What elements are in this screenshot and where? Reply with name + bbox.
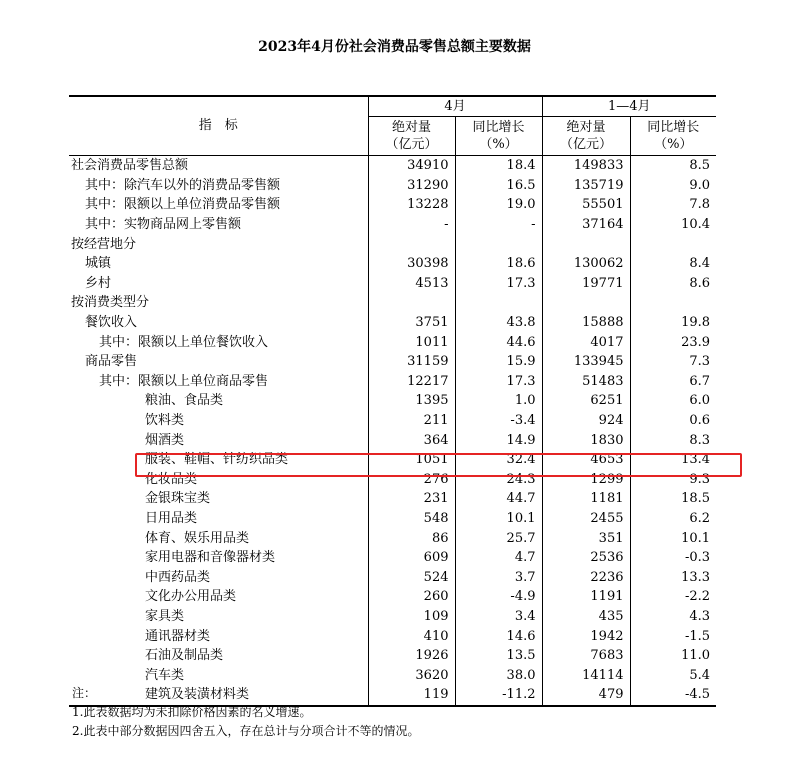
table-row bbox=[69, 391, 716, 411]
row-label: 家具类 bbox=[145, 608, 185, 624]
cell-ytd-abs: 2536 bbox=[542, 548, 630, 568]
cell-ytd-yoy: 6.7 bbox=[630, 372, 716, 392]
cell-april-yoy bbox=[455, 234, 542, 254]
cell-april-abs: 34910 bbox=[368, 156, 455, 176]
row-label: 粮油、食品类 bbox=[145, 393, 224, 409]
cell-ytd-abs: 351 bbox=[542, 528, 630, 548]
row-label: 金银珠宝类 bbox=[145, 491, 211, 507]
table-row bbox=[69, 313, 716, 333]
cell-april-abs: - bbox=[368, 215, 455, 235]
highlight-box bbox=[135, 453, 742, 477]
row-label: 体育、娱乐用品类 bbox=[145, 530, 250, 546]
notes-label: 注： bbox=[72, 686, 97, 700]
row-label: 按消费类型分 bbox=[71, 295, 150, 311]
cell-ytd-abs: 1181 bbox=[542, 489, 630, 509]
cell-april-yoy: 19.0 bbox=[455, 195, 542, 215]
cell-ytd-yoy: -1.5 bbox=[630, 626, 716, 646]
cell-ytd-abs: 149833 bbox=[542, 156, 630, 176]
cell-april-abs: 1926 bbox=[368, 646, 455, 666]
cell-ytd-abs bbox=[542, 234, 630, 254]
header-yoy-label: 同比增长 bbox=[472, 120, 525, 135]
row-label: 中西药品类 bbox=[145, 569, 211, 585]
cell-april-yoy: 14.6 bbox=[455, 626, 542, 646]
cell-ytd-yoy: 11.0 bbox=[630, 646, 716, 666]
cell-ytd-yoy: 0.6 bbox=[630, 411, 716, 431]
table-row bbox=[69, 254, 716, 274]
header-yoy-2 bbox=[630, 117, 716, 156]
cell-april-abs: 109 bbox=[368, 607, 455, 627]
cell-ytd-yoy: 6.2 bbox=[630, 509, 716, 529]
header-yoy-unit: （%） bbox=[654, 137, 693, 152]
cell-ytd-abs: 4653 bbox=[542, 450, 630, 470]
cell-ytd-yoy: 8.5 bbox=[630, 156, 716, 176]
cell-ytd-abs bbox=[542, 293, 630, 313]
row-label: 社会消费品零售总额 bbox=[71, 158, 189, 174]
cell-ytd-abs: 2455 bbox=[542, 509, 630, 529]
cell-april-yoy: 15.9 bbox=[455, 352, 542, 372]
cell-april-abs: 548 bbox=[368, 509, 455, 529]
table-row bbox=[69, 293, 716, 313]
cell-april-yoy: 18.4 bbox=[455, 156, 542, 176]
cell-april-yoy: 25.7 bbox=[455, 528, 542, 548]
cell-ytd-yoy: 8.3 bbox=[630, 430, 716, 450]
cell-april-yoy: 14.9 bbox=[455, 430, 542, 450]
note-item: 1.此表数据均为未扣除价格因素的名义增速。 bbox=[72, 705, 312, 719]
cell-april-abs: 30398 bbox=[368, 254, 455, 274]
cell-april-abs: 276 bbox=[368, 470, 455, 490]
cell-ytd-yoy: 10.4 bbox=[630, 215, 716, 235]
cell-ytd-yoy: 9.3 bbox=[630, 470, 716, 490]
cell-april-abs: 211 bbox=[368, 411, 455, 431]
row-label: 按经营地分 bbox=[71, 236, 137, 252]
cell-april-abs: 1011 bbox=[368, 332, 455, 352]
row-label: 化妆品类 bbox=[145, 471, 198, 487]
cell-april-yoy: 17.3 bbox=[455, 274, 542, 294]
cell-ytd-abs: 7683 bbox=[542, 646, 630, 666]
cell-april-yoy: 24.3 bbox=[455, 470, 542, 490]
cell-april-yoy: 44.7 bbox=[455, 489, 542, 509]
page-title: 2023年4月份社会消费品零售总额主要数据 bbox=[258, 39, 531, 55]
table-row bbox=[69, 607, 716, 627]
header-abs-unit: （亿元） bbox=[559, 137, 612, 152]
cell-april-abs: 364 bbox=[368, 430, 455, 450]
row-label: 通讯器材类 bbox=[145, 628, 211, 644]
cell-april-yoy: 3.7 bbox=[455, 567, 542, 587]
header-yoy-unit: （%） bbox=[479, 137, 518, 152]
cell-ytd-yoy: 8.6 bbox=[630, 274, 716, 294]
cell-ytd-abs: 15888 bbox=[542, 313, 630, 333]
cell-ytd-abs: 1942 bbox=[542, 626, 630, 646]
cell-ytd-yoy: 6.0 bbox=[630, 391, 716, 411]
cell-ytd-yoy bbox=[630, 234, 716, 254]
cell-april-abs: 31290 bbox=[368, 176, 455, 196]
cell-april-abs: 410 bbox=[368, 626, 455, 646]
cell-april-abs: 12217 bbox=[368, 372, 455, 392]
cell-april-yoy: 32.4 bbox=[455, 450, 542, 470]
cell-ytd-abs: 55501 bbox=[542, 195, 630, 215]
table-row bbox=[69, 411, 716, 431]
cell-ytd-abs: 1299 bbox=[542, 470, 630, 490]
row-label: 日用品类 bbox=[145, 510, 198, 526]
cell-april-abs: 1051 bbox=[368, 450, 455, 470]
row-label: 餐饮收入 bbox=[85, 315, 138, 331]
cell-april-abs: 609 bbox=[368, 548, 455, 568]
cell-april-yoy: 1.0 bbox=[455, 391, 542, 411]
table-row bbox=[69, 215, 716, 235]
cell-april-abs: 231 bbox=[368, 489, 455, 509]
header-abs-2 bbox=[542, 117, 630, 156]
cell-ytd-yoy: 19.8 bbox=[630, 313, 716, 333]
table-row bbox=[69, 352, 716, 372]
note-item: 2.此表中部分数据因四舍五入，存在总计与分项合计不等的情况。 bbox=[72, 724, 420, 738]
row-label: 乡村 bbox=[85, 275, 112, 291]
cell-april-abs: 31159 bbox=[368, 352, 455, 372]
cell-ytd-abs: 924 bbox=[542, 411, 630, 431]
cell-ytd-yoy: -2.2 bbox=[630, 587, 716, 607]
row-label: 城镇 bbox=[85, 256, 112, 272]
header-indicator: 指 标 bbox=[69, 96, 368, 156]
table-row bbox=[69, 332, 716, 352]
cell-ytd-yoy: 9.0 bbox=[630, 176, 716, 196]
cell-ytd-yoy: 13.4 bbox=[630, 450, 716, 470]
row-label: 文化办公用品类 bbox=[145, 589, 237, 605]
cell-april-yoy: 3.4 bbox=[455, 607, 542, 627]
cell-april-abs: 13228 bbox=[368, 195, 455, 215]
cell-ytd-yoy: 18.5 bbox=[630, 489, 716, 509]
cell-april-abs bbox=[368, 293, 455, 313]
cell-ytd-abs: 479 bbox=[542, 685, 630, 706]
cell-april-yoy: 4.7 bbox=[455, 548, 542, 568]
cell-april-abs bbox=[368, 234, 455, 254]
cell-april-abs: 260 bbox=[368, 587, 455, 607]
header-april: 4月 bbox=[368, 96, 542, 117]
cell-april-abs: 3620 bbox=[368, 665, 455, 685]
header-jan-apr: 1—4月 bbox=[542, 96, 716, 117]
cell-april-abs: 86 bbox=[368, 528, 455, 548]
cell-ytd-abs: 4017 bbox=[542, 332, 630, 352]
cell-april-yoy: 38.0 bbox=[455, 665, 542, 685]
table-row bbox=[69, 509, 716, 529]
header-abs-label: 绝对量 bbox=[391, 120, 431, 135]
table-row bbox=[69, 528, 716, 548]
cell-ytd-abs: 130062 bbox=[542, 254, 630, 274]
cell-april-abs: 3751 bbox=[368, 313, 455, 333]
notes bbox=[72, 684, 419, 741]
row-label: 石油及制品类 bbox=[145, 648, 224, 664]
cell-ytd-yoy: 7.8 bbox=[630, 195, 716, 215]
header-yoy-1 bbox=[455, 117, 542, 156]
cell-ytd-abs: 133945 bbox=[542, 352, 630, 372]
cell-april-abs: 4513 bbox=[368, 274, 455, 294]
row-label: 其中：限额以上单位消费品零售额 bbox=[85, 197, 281, 213]
cell-ytd-yoy bbox=[630, 293, 716, 313]
cell-ytd-yoy: 8.4 bbox=[630, 254, 716, 274]
cell-ytd-yoy: -4.5 bbox=[630, 685, 716, 706]
cell-ytd-yoy: 10.1 bbox=[630, 528, 716, 548]
cell-april-yoy: 43.8 bbox=[455, 313, 542, 333]
cell-april-yoy: - bbox=[455, 215, 542, 235]
cell-ytd-abs: 19771 bbox=[542, 274, 630, 294]
row-label: 其中：限额以上单位商品零售 bbox=[99, 373, 269, 389]
cell-ytd-abs: 1191 bbox=[542, 587, 630, 607]
retail-sales-table bbox=[69, 95, 716, 707]
cell-april-yoy: 13.5 bbox=[455, 646, 542, 666]
table-row bbox=[69, 372, 716, 392]
cell-ytd-abs: 2236 bbox=[542, 567, 630, 587]
cell-ytd-abs: 51483 bbox=[542, 372, 630, 392]
cell-ytd-yoy: 23.9 bbox=[630, 332, 716, 352]
header-abs-unit: （亿元） bbox=[385, 137, 438, 152]
header-abs-1 bbox=[368, 117, 455, 156]
row-label: 饮料类 bbox=[145, 413, 185, 429]
cell-april-yoy: -3.4 bbox=[455, 411, 542, 431]
cell-ytd-abs: 135719 bbox=[542, 176, 630, 196]
cell-ytd-yoy: 4.3 bbox=[630, 607, 716, 627]
table-row bbox=[69, 646, 716, 666]
table-row bbox=[69, 489, 716, 509]
row-label: 其中：实物商品网上零售额 bbox=[85, 217, 242, 233]
cell-april-yoy: 16.5 bbox=[455, 176, 542, 196]
row-label: 汽车类 bbox=[145, 667, 185, 683]
cell-april-yoy: 18.6 bbox=[455, 254, 542, 274]
cell-april-yoy bbox=[455, 293, 542, 313]
cell-ytd-abs: 14114 bbox=[542, 665, 630, 685]
row-label: 其中：除汽车以外的消费品零售额 bbox=[85, 177, 281, 193]
table-row bbox=[69, 665, 716, 685]
cell-april-yoy: 10.1 bbox=[455, 509, 542, 529]
cell-april-yoy: -4.9 bbox=[455, 587, 542, 607]
table-row bbox=[69, 430, 716, 450]
table-row bbox=[69, 548, 716, 568]
cell-ytd-yoy: -0.3 bbox=[630, 548, 716, 568]
cell-april-abs: 119 bbox=[368, 685, 455, 706]
cell-ytd-yoy: 7.3 bbox=[630, 352, 716, 372]
row-label: 商品零售 bbox=[85, 354, 138, 370]
row-label: 建筑及装潢材料类 bbox=[69, 685, 368, 706]
row-label: 服装、鞋帽、针纺织品类 bbox=[145, 452, 289, 468]
cell-april-abs: 524 bbox=[368, 567, 455, 587]
cell-ytd-abs: 6251 bbox=[542, 391, 630, 411]
table-row bbox=[69, 274, 716, 294]
header-yoy-label: 同比增长 bbox=[647, 120, 700, 135]
table-row bbox=[69, 156, 716, 176]
table-row bbox=[69, 626, 716, 646]
cell-april-yoy: 17.3 bbox=[455, 372, 542, 392]
row-label: 其中：限额以上单位餐饮收入 bbox=[99, 334, 269, 350]
cell-ytd-abs: 435 bbox=[542, 607, 630, 627]
table-row bbox=[69, 567, 716, 587]
cell-ytd-abs: 37164 bbox=[542, 215, 630, 235]
table-row bbox=[69, 195, 716, 215]
cell-april-yoy: -11.2 bbox=[455, 685, 542, 706]
table-row bbox=[69, 234, 716, 254]
table-row bbox=[69, 587, 716, 607]
cell-april-abs: 1395 bbox=[368, 391, 455, 411]
cell-ytd-yoy: 5.4 bbox=[630, 665, 716, 685]
cell-april-yoy: 44.6 bbox=[455, 332, 542, 352]
table-row bbox=[69, 176, 716, 196]
cell-ytd-abs: 1830 bbox=[542, 430, 630, 450]
cell-ytd-yoy: 13.3 bbox=[630, 567, 716, 587]
header-abs-label: 绝对量 bbox=[566, 120, 606, 135]
row-label: 烟酒类 bbox=[145, 432, 185, 448]
row-label: 家用电器和音像器材类 bbox=[145, 550, 276, 566]
